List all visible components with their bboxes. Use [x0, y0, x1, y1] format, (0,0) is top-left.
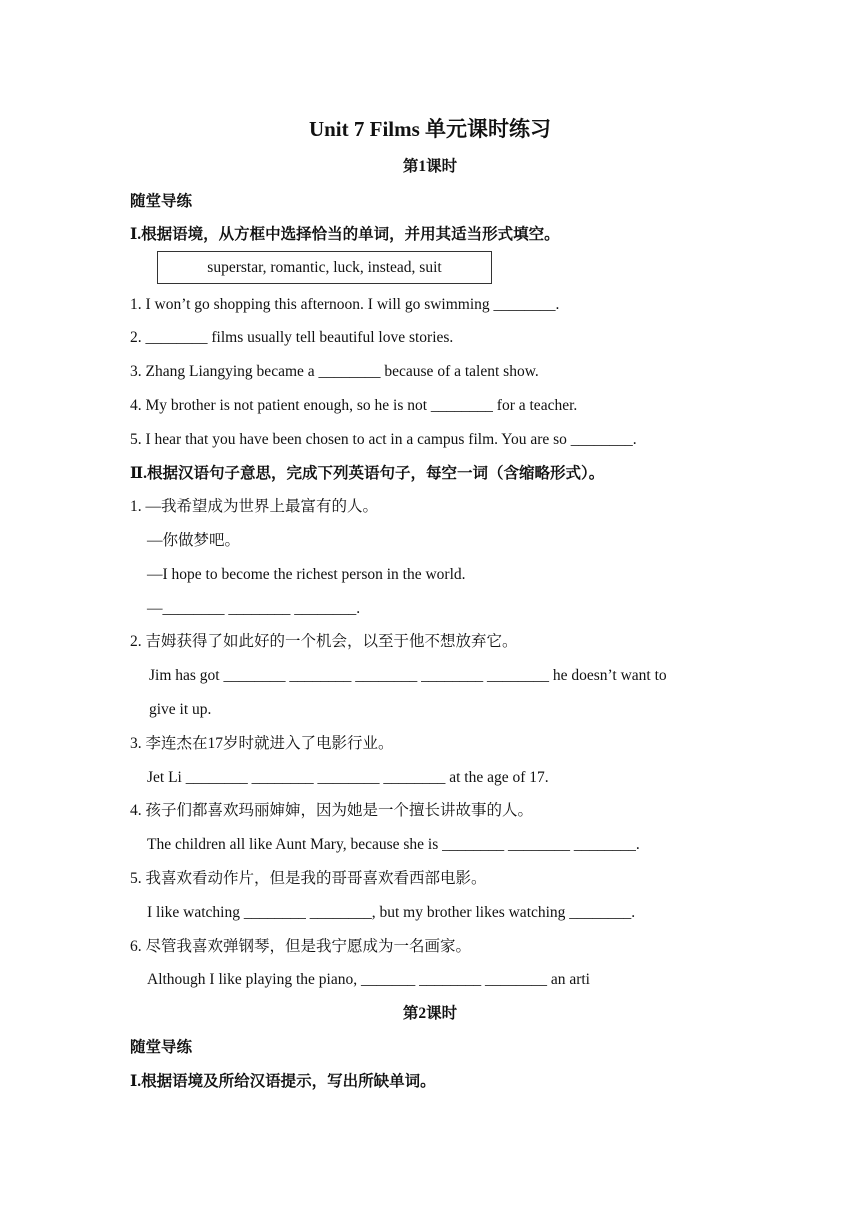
page-title: Unit 7 Films 单元课时练习 [308, 117, 552, 141]
exercise-item-5: 5. I hear that you have been chosen to act in a campus film. You are so ________. [130, 431, 637, 448]
translation-item-4-cn: 4. 孩子们都喜欢玛丽婶婶，因为她是一个擅长讲故事的人。 [130, 802, 534, 819]
exercise-item-1: 1. I won’t go shopping this afternoon. I will go swimming ________. [130, 296, 560, 313]
lesson-2-part-1-heading: Ⅰ.根据语境及所给汉语提示，写出所缺单词。 [130, 1073, 436, 1090]
part-1-heading: Ⅰ.根据语境，从方框中选择恰当的单词，并用其适当形式填空。 [130, 226, 560, 243]
translation-item-3-en: Jet Li ________ ________ ________ ________ at the age of 17. [147, 769, 549, 786]
translation-item-6-cn: 6. 尽管我喜欢弹钢琴，但是我宁愿成为一名画家。 [130, 938, 472, 955]
part-2-heading: Ⅱ.根据汉语句子意思，完成下列英语句子，每空一词（含缩略形式）。 [130, 465, 605, 482]
exercise-item-2: 2. ________ films usually tell beautiful love stories. [130, 329, 454, 346]
exercise-item-3: 3. Zhang Liangying became a ________ because of a talent show. [130, 363, 539, 380]
translation-item-2-en-b: give it up. [149, 701, 212, 718]
translation-item-4-en: The children all like Aunt Mary, because she is ________ ________ ________. [147, 836, 640, 853]
translation-item-6-en: Although I like playing the piano, _______ ________ ________ an arti [147, 971, 590, 988]
translation-item-1-cn-a: 1. —我希望成为世界上最富有的人。 [130, 498, 379, 515]
lesson-2-label: 第2课时 [402, 1005, 458, 1022]
translation-item-3-cn: 3. 李连杰在17岁时就进入了电影行业。 [130, 735, 394, 752]
lesson-2-section-heading: 随堂导练 [130, 1039, 193, 1056]
translation-item-1-cn-b: —你做梦吧。 [147, 532, 241, 549]
lesson-1-label: 第1课时 [402, 158, 458, 175]
translation-item-5-cn: 5. 我喜欢看动作片，但是我的哥哥喜欢看西部电影。 [130, 870, 487, 887]
translation-item-1-en-a: —I hope to become the richest person in the world. [147, 566, 466, 583]
word-box: superstar, romantic, luck, instead, suit [157, 251, 492, 284]
translation-item-1-en-b: —________ ________ ________. [147, 600, 361, 617]
exercise-item-4: 4. My brother is not patient enough, so he is not ________ for a teacher. [130, 397, 578, 414]
lesson-1-section-heading: 随堂导练 [130, 193, 193, 210]
translation-item-5-en: I like watching ________ ________, but my brother likes watching ________. [147, 904, 636, 921]
translation-item-2-en-a: Jim has got ________ ________ ________ ________ ________ he doesn’t want to [149, 667, 667, 684]
translation-item-2-cn: 2. 吉姆获得了如此好的一个机会，以至于他不想放弃它。 [130, 633, 518, 650]
